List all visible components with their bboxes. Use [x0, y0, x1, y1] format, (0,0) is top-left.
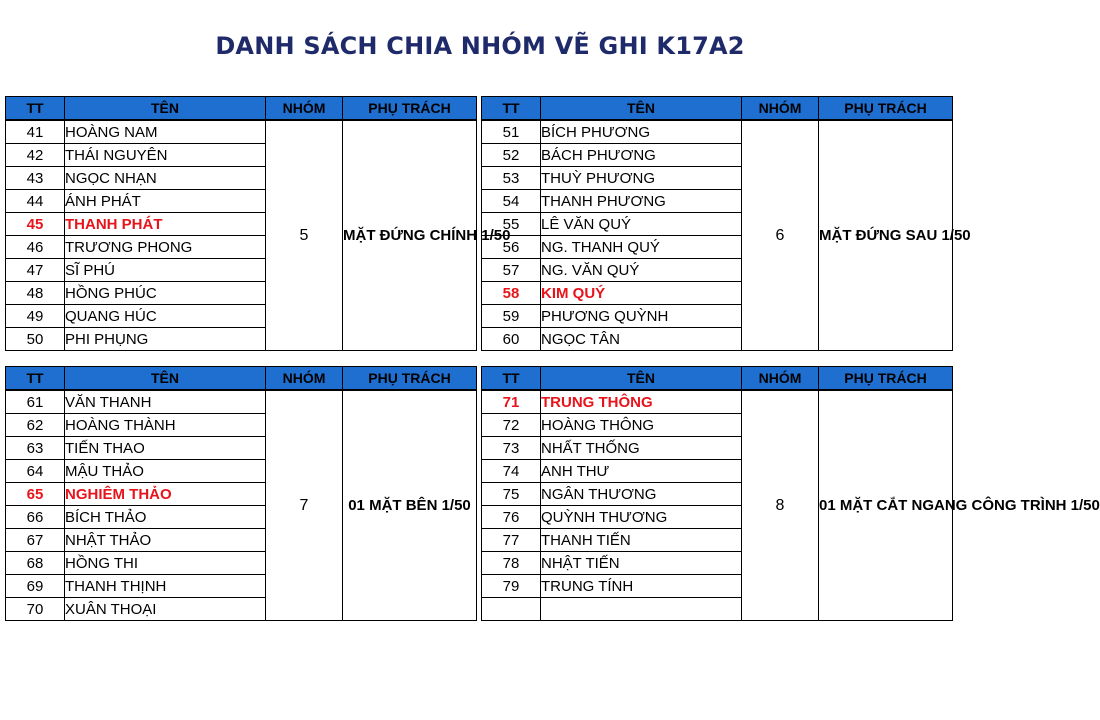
row-ten: ANH THƯ: [541, 460, 742, 483]
header-nhom: NHÓM: [266, 367, 343, 391]
table-row: [6, 390, 477, 414]
row-ten: [541, 598, 742, 621]
row-tt: 56: [482, 236, 541, 259]
table-row: [6, 120, 477, 144]
row-tt: 47: [6, 259, 65, 282]
header-tt: TT: [6, 367, 65, 391]
table-header-row: [482, 97, 953, 121]
row-tt: 61: [6, 390, 65, 414]
row-tt: 74: [482, 460, 541, 483]
table-header-row: [6, 97, 477, 121]
header-phu-trach: PHỤ TRÁCH: [343, 367, 477, 391]
row-tt: 49: [6, 305, 65, 328]
row-tt: 77: [482, 529, 541, 552]
row-tt: 57: [482, 259, 541, 282]
row-tt: 64: [6, 460, 65, 483]
row-ten: NGỌC TÂN: [541, 328, 742, 351]
row-ten: HỒNG PHÚC: [65, 282, 266, 305]
row-ten: HỒNG THI: [65, 552, 266, 575]
row-ten: THANH PHƯƠNG: [541, 190, 742, 213]
row-ten: NGỌC NHẠN: [65, 167, 266, 190]
row-ten: KIM QUÝ: [541, 282, 742, 305]
row-tt: 75: [482, 483, 541, 506]
row-ten: QUỲNH THƯƠNG: [541, 506, 742, 529]
group-number: 6: [742, 120, 819, 351]
row-tt: 71: [482, 390, 541, 414]
row-tt: 79: [482, 575, 541, 598]
header-phu-trach: PHỤ TRÁCH: [819, 97, 953, 121]
row-tt: 54: [482, 190, 541, 213]
header-ten: TÊN: [65, 367, 266, 391]
row-tt: 66: [6, 506, 65, 529]
header-phu-trach: PHỤ TRÁCH: [819, 367, 953, 391]
table-row: [482, 390, 953, 414]
group-assignment: MẶT ĐỨNG SAU 1/50: [819, 120, 953, 351]
row-ten: THANH TIẾN: [541, 529, 742, 552]
row-tt: 67: [6, 529, 65, 552]
table-row: [482, 120, 953, 144]
row-ten: TRƯƠNG PHONG: [65, 236, 266, 259]
header-ten: TÊN: [541, 97, 742, 121]
row-tt: 76: [482, 506, 541, 529]
row-tt: 52: [482, 144, 541, 167]
row-tt: 58: [482, 282, 541, 305]
group-number: 8: [742, 390, 819, 621]
row-tt: 62: [6, 414, 65, 437]
row-ten: LÊ VĂN QUÝ: [541, 213, 742, 236]
row-ten: ÁNH PHÁT: [65, 190, 266, 213]
group-table-6: [481, 96, 971, 351]
header-ten: TÊN: [65, 97, 266, 121]
row-ten: PHƯƠNG QUỲNH: [541, 305, 742, 328]
row-tt: 73: [482, 437, 541, 460]
row-tt: 41: [6, 120, 65, 144]
group-number: 5: [266, 120, 343, 351]
row-ten: NHẬT TIẾN: [541, 552, 742, 575]
row-tt: 60: [482, 328, 541, 351]
header-tt: TT: [6, 97, 65, 121]
row-tt: 69: [6, 575, 65, 598]
row-tt: [482, 598, 541, 621]
row-tt: 72: [482, 414, 541, 437]
header-ten: TÊN: [541, 367, 742, 391]
row-ten: TRUNG TÍNH: [541, 575, 742, 598]
row-ten: MẬU THẢO: [65, 460, 266, 483]
header-nhom: NHÓM: [742, 367, 819, 391]
table-header-row: [6, 367, 477, 391]
row-tt: 55: [482, 213, 541, 236]
page-title: DANH SÁCH CHIA NHÓM VẼ GHI K17A2: [215, 32, 745, 60]
row-ten: PHI PHỤNG: [65, 328, 266, 351]
group-table-7: [5, 366, 477, 621]
row-ten: NGHIÊM THẢO: [65, 483, 266, 506]
row-ten: HOÀNG THÀNH: [65, 414, 266, 437]
row-tt: 43: [6, 167, 65, 190]
header-nhom: NHÓM: [266, 97, 343, 121]
group-assignment: MẶT ĐỨNG CHÍNH 1/50: [343, 120, 477, 351]
row-tt: 78: [482, 552, 541, 575]
row-ten: NG. THANH QUÝ: [541, 236, 742, 259]
row-ten: BÍCH THẢO: [65, 506, 266, 529]
table-header-row: [482, 367, 953, 391]
group-number: 7: [266, 390, 343, 621]
row-ten: SĨ PHÚ: [65, 259, 266, 282]
row-ten: XUÂN THOẠI: [65, 598, 266, 621]
group-assignment: 01 MẶT CẮT NGANG CÔNG TRÌNH 1/50: [819, 390, 953, 621]
row-tt: 46: [6, 236, 65, 259]
row-tt: 65: [6, 483, 65, 506]
row-ten: THANH THỊNH: [65, 575, 266, 598]
row-ten: NG. VĂN QUÝ: [541, 259, 742, 282]
group-table-8: [481, 366, 1100, 621]
row-ten: NGÂN THƯƠNG: [541, 483, 742, 506]
row-tt: 51: [482, 120, 541, 144]
row-ten: VĂN THANH: [65, 390, 266, 414]
row-ten: THÁI NGUYÊN: [65, 144, 266, 167]
row-tt: 68: [6, 552, 65, 575]
row-tt: 42: [6, 144, 65, 167]
row-ten: HOÀNG NAM: [65, 120, 266, 144]
row-ten: BÍCH PHƯƠNG: [541, 120, 742, 144]
header-phu-trach: PHỤ TRÁCH: [343, 97, 477, 121]
row-ten: QUANG HÚC: [65, 305, 266, 328]
row-ten: NHẬT THẢO: [65, 529, 266, 552]
row-tt: 53: [482, 167, 541, 190]
row-tt: 45: [6, 213, 65, 236]
row-ten: TRUNG THÔNG: [541, 390, 742, 414]
group-assignment: 01 MẶT BÊN 1/50: [343, 390, 477, 621]
row-ten: THUỲ PHƯƠNG: [541, 167, 742, 190]
row-ten: TIẾN THAO: [65, 437, 266, 460]
row-ten: HOÀNG THÔNG: [541, 414, 742, 437]
row-ten: THANH PHÁT: [65, 213, 266, 236]
header-nhom: NHÓM: [742, 97, 819, 121]
header-tt: TT: [482, 367, 541, 391]
row-ten: BÁCH PHƯƠNG: [541, 144, 742, 167]
row-tt: 48: [6, 282, 65, 305]
row-tt: 50: [6, 328, 65, 351]
header-tt: TT: [482, 97, 541, 121]
row-tt: 70: [6, 598, 65, 621]
row-ten: NHẤT THỐNG: [541, 437, 742, 460]
row-tt: 44: [6, 190, 65, 213]
row-tt: 63: [6, 437, 65, 460]
row-tt: 59: [482, 305, 541, 328]
